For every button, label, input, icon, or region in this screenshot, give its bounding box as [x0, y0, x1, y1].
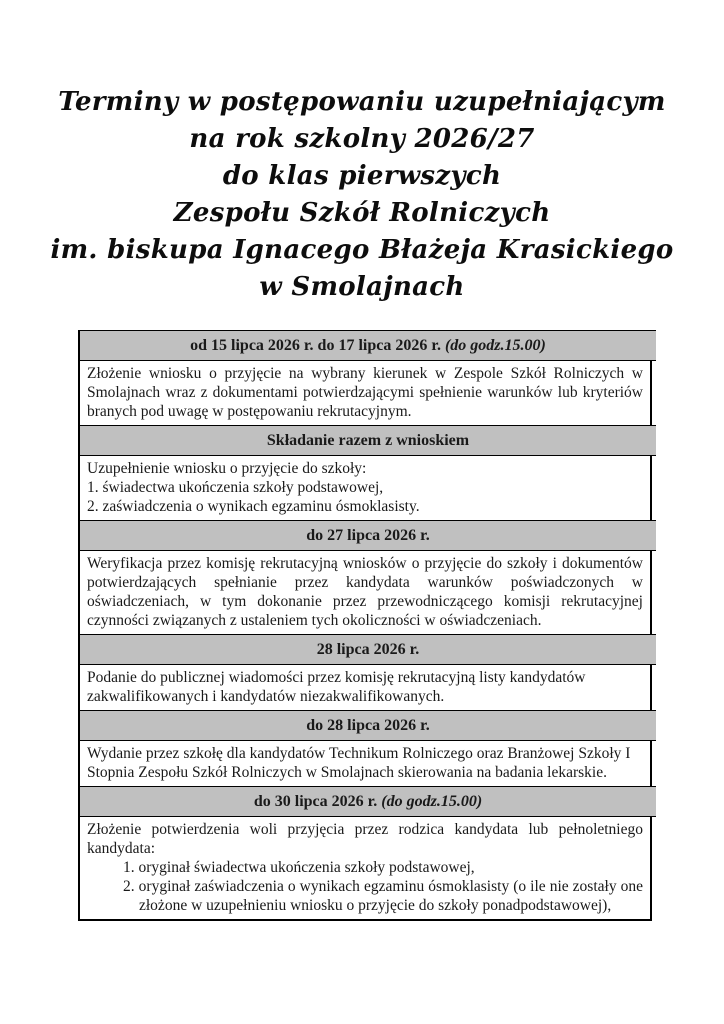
activity-row	[78, 456, 652, 520]
list-item-marker: 2.	[123, 878, 135, 895]
activity-list-item	[87, 877, 643, 915]
date-header-text: do 27 lipca 2026 r.	[306, 527, 430, 544]
activity-row	[78, 361, 652, 425]
title-line: do klas pierwszych	[222, 161, 502, 191]
activity-list-item	[87, 497, 643, 516]
activity-list-item	[87, 478, 643, 497]
date-header-row	[78, 786, 656, 817]
list-item-text: oryginał świadectwa ukończenia szkoły podstawowej,	[138, 859, 475, 876]
title-line: im. biskupa Ignacego Błażeja Krasickiego	[50, 235, 674, 265]
activity-row	[78, 665, 652, 710]
title-line: Terminy w postępowaniu uzupełniającym	[58, 87, 666, 117]
activity-text: Podanie do publicznej wiadomości przez komisję rekrutacyjną listy kandydatów zakwalifikowanych i kandydatów niezakwalifikowanych.	[87, 669, 586, 705]
title-line: w Smolajnach	[259, 272, 465, 302]
date-header-row	[78, 425, 656, 456]
schedule-table	[78, 330, 656, 921]
title-line: Zespołu Szkół Rolniczych	[173, 198, 551, 228]
date-header-text: Składanie razem z wnioskiem	[266, 432, 470, 449]
activity-text: Złożenie wniosku o przyjęcie na wybrany kierunek w Zespole Szkół Rolniczych w Smolajnach wraz z dokumentami potwierdzającymi spełnienie warunków lub kryteriów branych pod uwagę w postępowaniu rekrutacyjnym.	[87, 365, 643, 420]
activity-list-item	[87, 858, 643, 877]
activity-row	[78, 741, 652, 786]
date-header-time-note: (do godz.15.00)	[444, 337, 546, 354]
title-line: na rok szkolny 2026/27	[189, 124, 535, 154]
date-header-row	[78, 634, 656, 665]
date-header-text: do 30 lipca 2026 r.	[253, 793, 382, 810]
date-header-row	[78, 710, 656, 741]
list-item-marker: 1.	[123, 859, 135, 876]
list-item-text: świadectwa ukończenia szkoły podstawowej,	[102, 479, 384, 496]
activity-intro: Uzupełnienie wniosku o przyjęcie do szkoły:	[87, 460, 367, 477]
activity-text: Wydanie przez szkołę dla kandydatów Technikum Rolniczego oraz Branżowej Szkoły I Stopnia Zespołu Szkół Rolniczych w Smolajnach skierowania na badania lekarskie.	[87, 745, 631, 781]
activity-row	[78, 817, 652, 921]
date-header-time-note: (do godz.15.00)	[381, 793, 483, 810]
date-header-text: 28 lipca 2026 r.	[316, 641, 420, 658]
activity-row	[78, 551, 652, 634]
date-header-row	[78, 330, 656, 361]
date-header-row	[78, 520, 656, 551]
activity-intro: Złożenie potwierdzenia woli przyjęcia przez rodzica kandydata lub pełnoletniego kandydata:	[87, 821, 643, 857]
date-header-text: do 28 lipca 2026 r.	[306, 717, 430, 734]
list-item-text: oryginał zaświadczenia o wynikach egzaminu ósmoklasisty (o ile nie zostały one złożone w uzupełnieniu wniosku o przyjęcie do szkoły ponadpodstawowej),	[138, 878, 643, 914]
list-item-marker: 1.	[87, 479, 99, 496]
document-title	[0, 84, 724, 306]
list-item-marker: 2.	[87, 498, 99, 515]
list-item-text: zaświadczenia o wynikach egzaminu ósmoklasisty.	[102, 498, 420, 515]
activity-text: Weryfikacja przez komisję rekrutacyjną wniosków o przyjęcie do szkoły i dokumentów potwierdzających spełnianie przez kandydata warunków poświadczonych w oświadczeniach, w tym dokonanie przez przewodniczącego komisji rekrutacyjnej czynności związanych z ustaleniem tych okoliczności w oświadczeniach.	[87, 555, 643, 629]
date-header-text: od 15 lipca 2026 r. do 17 lipca 2026 r.	[190, 337, 445, 354]
